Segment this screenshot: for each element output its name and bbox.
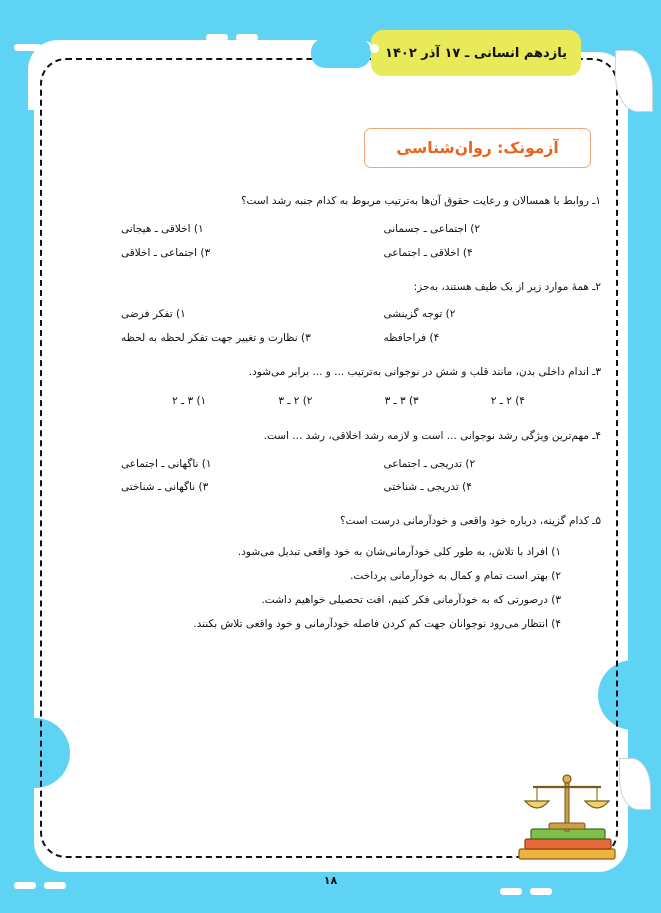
option-item[interactable]: ۴) ۲ ـ ۲ <box>490 394 525 407</box>
worksheet-title-box <box>364 128 591 168</box>
chip-dot-decor <box>370 44 379 53</box>
option-item[interactable]: ۱) تفکر فرضی <box>121 308 186 321</box>
option-item[interactable]: ۱) ناگهانی ـ اجتماعی <box>121 457 212 470</box>
question-text: ۴ـ مهم‌ترین ویژگی رشد نوجوانی ... است و لازمه رشد اخلاقی، رشد ... است. <box>263 429 601 442</box>
option-item[interactable]: ۳) ناگهانی ـ شناختی <box>121 481 209 494</box>
decor-dash <box>236 34 258 41</box>
option-item[interactable]: ۳) ۳ ـ ۳ <box>384 394 419 407</box>
question-options <box>96 453 601 501</box>
questions-container <box>96 180 601 634</box>
option-item[interactable]: ۴) تدریجی ـ شناختی <box>383 481 472 494</box>
page-number: ۱۸ <box>323 874 338 887</box>
option-item[interactable]: ۳) اجتماعی ـ اخلاقی <box>121 246 211 259</box>
option-item[interactable]: ۲) ۲ ـ ۳ <box>278 394 313 407</box>
option-item[interactable]: ۱) افراد با تلاش، به طور کلی خودآرمانی‌شان به خود واقعی تبدیل می‌شود. <box>237 546 561 559</box>
decor-dash <box>500 888 522 895</box>
scales-and-books-icon <box>509 763 629 873</box>
question-text: ۳ـ اندام داخلی بدن، مانند قلب و شش در نوجوانی به‌ترتیب ... و ... برابر می‌شود. <box>248 366 601 379</box>
question-text: ۲ـ همهٔ موارد زیر از یک طیف هستند، به‌جز: <box>413 280 601 293</box>
date-chip <box>371 30 581 76</box>
option-item[interactable]: ۴) انتظار می‌رود نوجوانان جهت کم کردن فاصله خودآرمانی و خود واقعی تلاش بکنند. <box>193 617 561 630</box>
decor-dash <box>14 44 42 51</box>
option-item[interactable]: ۳) نظارت و تغییر جهت تفکر لحظه به لحظه <box>121 332 311 345</box>
option-item[interactable]: ۲) تدریجی ـ اجتماعی <box>383 457 476 470</box>
decor-dash <box>206 34 228 41</box>
option-item[interactable]: ۱) ۳ ـ ۲ <box>172 394 207 407</box>
option-item[interactable]: ۱) اخلاقی ـ هیجانی <box>121 222 204 235</box>
question-options <box>96 303 601 351</box>
date-chip-label: یازدهم انسانی ـ ۱۷ آذر ۱۴۰۲ <box>385 45 567 61</box>
chip-tab-decor <box>311 38 371 68</box>
page-title: آزمونک: روان‌شناسی <box>396 139 559 157</box>
question-options <box>96 218 601 266</box>
option-item[interactable]: ۲) توجه گزینشی <box>383 308 456 321</box>
decor-dash <box>530 888 552 895</box>
option-item[interactable]: ۲) اجتماعی ـ جسمانی <box>383 222 480 235</box>
option-item[interactable]: ۴) اخلاقی ـ اجتماعی <box>383 246 473 259</box>
option-item[interactable]: ۴) فراحافظه <box>383 332 440 345</box>
option-item[interactable]: ۳) درصورتی که به خودآرمانی فکر کنیم، افت تحصیلی خواهیم داشت. <box>261 593 561 606</box>
question-text: ۵ـ کدام گزینه، درباره خود واقعی و خودآرمانی درست است؟ <box>339 515 601 528</box>
option-item[interactable]: ۲) بهتر است تمام و کمال به خودآرمانی پرداخت. <box>350 569 561 582</box>
question-text: ۱ـ روابط با همسالان و رعایت حقوق آن‌ها به‌ترتیب مربوط به کدام جنبه رشد است؟ <box>240 195 601 207</box>
question-options <box>96 389 601 415</box>
